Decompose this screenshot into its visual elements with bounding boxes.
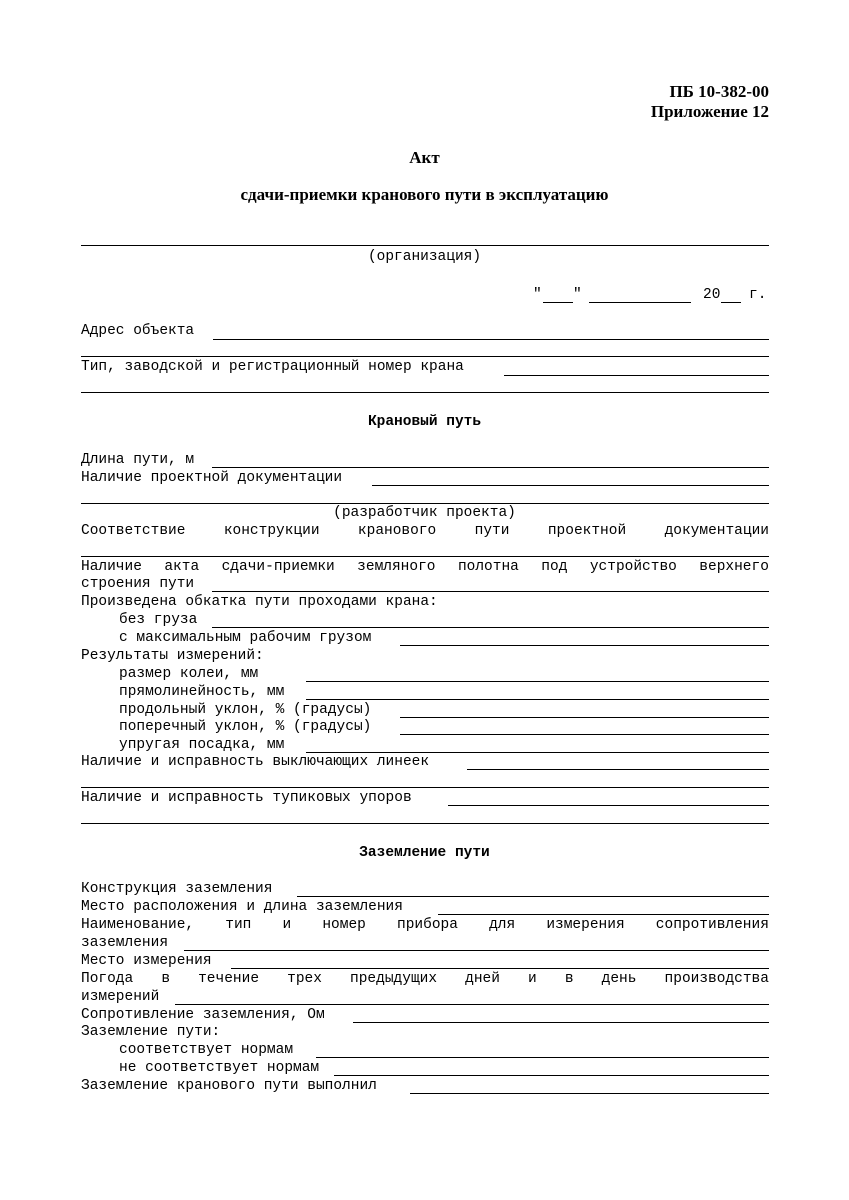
appendix-label: Приложение 12 — [650, 102, 769, 121]
device-field[interactable] — [184, 950, 769, 951]
long-slope-label: продольный уклон, % (градусы) — [119, 702, 372, 718]
elastic-field[interactable] — [306, 752, 769, 753]
gauge-label: размер колеи, мм — [119, 666, 259, 682]
grounding-result-label: Заземление пути: — [81, 1024, 221, 1040]
weather-cont: измерений — [81, 989, 160, 1005]
buffers-label: Наличие и исправность тупиковых упоров — [81, 790, 412, 806]
track-length-field[interactable] — [212, 467, 769, 468]
buffers-field[interactable] — [448, 805, 769, 806]
limit-switches-field-cont[interactable] — [81, 787, 769, 788]
cross-slope-field[interactable] — [400, 734, 769, 735]
measurements-label: Результаты измерений: — [81, 648, 264, 664]
date-quote-close: " — [573, 287, 582, 303]
organization-line[interactable] — [81, 245, 769, 246]
grounding-location-field[interactable] — [438, 914, 769, 915]
measure-place-field[interactable] — [231, 968, 769, 969]
crane-type-field-cont[interactable] — [81, 392, 769, 393]
buffers-field-cont[interactable] — [81, 823, 769, 824]
not-complies-label: не соответствует нормам — [119, 1060, 320, 1076]
earth-act-cont: строения пути — [81, 576, 195, 592]
crane-type-label: Тип, заводской и регистрационный номер крана — [81, 359, 464, 375]
project-docs-label: Наличие проектной документации — [81, 470, 343, 486]
month-field[interactable] — [589, 302, 691, 303]
resistance-field[interactable] — [353, 1022, 769, 1023]
straightness-field[interactable] — [306, 699, 769, 700]
year-suffix: г. — [749, 287, 767, 303]
weather-label: Погода в течение трех предыдущих дней и в день производства — [81, 971, 769, 987]
long-slope-field[interactable] — [400, 717, 769, 718]
conformity-label: Соответствие конструкции кранового пути проектной документации — [81, 523, 769, 539]
cross-slope-label: поперечный уклон, % (градусы) — [119, 719, 372, 735]
earth-act-label: Наличие акта сдачи-приемки земляного полотна под устройство верхнего — [81, 559, 769, 575]
date-quote-open: " — [533, 287, 542, 303]
act-title: Акт — [409, 148, 440, 167]
developer-caption: (разработчик проекта) — [333, 505, 516, 521]
conformity-field[interactable] — [81, 556, 769, 557]
project-docs-field-cont[interactable] — [81, 503, 769, 504]
limit-switches-field[interactable] — [467, 769, 769, 770]
year-prefix: 20 — [703, 287, 721, 303]
performed-by-label: Заземление кранового пути выполнил — [81, 1078, 377, 1094]
year-field[interactable] — [721, 302, 741, 303]
grounding-construction-field[interactable] — [297, 896, 769, 897]
day-field[interactable] — [543, 302, 573, 303]
track-length-label: Длина пути, м — [81, 452, 195, 468]
document-code: ПБ 10-382-00 — [669, 82, 769, 101]
straightness-label: прямолинейность, мм — [119, 684, 285, 700]
no-load-field[interactable] — [212, 627, 769, 628]
device-label: Наименование, тип и номер прибора для измерения сопротивления — [81, 917, 769, 933]
weather-field[interactable] — [175, 1004, 769, 1005]
no-load-label: без груза — [119, 612, 198, 628]
organization-caption: (организация) — [367, 249, 482, 265]
limit-switches-label: Наличие и исправность выключающих линеек — [81, 754, 430, 770]
run-in-label: Произведена обкатка пути проходами крана: — [81, 594, 438, 610]
object-address-label: Адрес объекта — [81, 323, 195, 339]
performed-by-field[interactable] — [410, 1093, 769, 1094]
crane-type-field[interactable] — [504, 375, 769, 376]
grounding-construction-label: Конструкция заземления — [81, 881, 273, 897]
resistance-label: Сопротивление заземления, Ом — [81, 1007, 325, 1023]
object-address-field[interactable] — [213, 339, 769, 340]
project-docs-field[interactable] — [372, 485, 769, 486]
object-address-field-cont[interactable] — [81, 356, 769, 357]
grounding-location-label: Место расположения и длина заземления — [81, 899, 403, 915]
not-complies-field[interactable] — [334, 1075, 769, 1076]
crane-track-heading: Крановый путь — [367, 414, 482, 430]
max-load-label: с максимальным рабочим грузом — [119, 630, 372, 646]
max-load-field[interactable] — [400, 645, 769, 646]
elastic-label: упругая посадка, мм — [119, 737, 285, 753]
measure-place-label: Место измерения — [81, 953, 212, 969]
complies-field[interactable] — [316, 1057, 769, 1058]
device-cont: заземления — [81, 935, 169, 951]
grounding-heading: Заземление пути — [359, 845, 490, 861]
earth-act-field[interactable] — [212, 591, 769, 592]
act-subtitle: сдачи-приемки кранового пути в эксплуатацию — [240, 185, 609, 204]
gauge-field[interactable] — [306, 681, 769, 682]
complies-label: соответствует нормам — [119, 1042, 294, 1058]
